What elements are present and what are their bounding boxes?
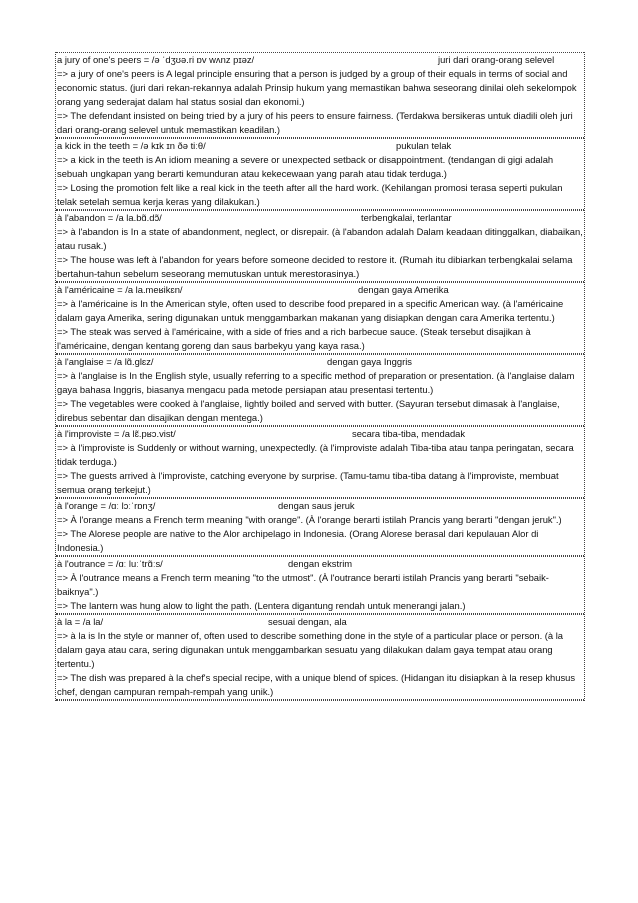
dictionary-entry: [56, 282, 584, 354]
dictionary-entry: [56, 614, 584, 701]
entry-header: [56, 499, 584, 513]
headword: a kick in the teeth = /ə kɪk ɪn ðə tiːθ/: [57, 140, 206, 151]
example: => The guests arrived à l'improviste, catching everyone by surprise. (Tamu-tamu tiba-tiba datang à l'improviste, membuat semua orang terkejut.): [56, 469, 584, 498]
translation: dengan gaya Amerika: [358, 284, 449, 295]
entry-header: [56, 139, 584, 153]
entry-header: [56, 283, 584, 297]
definition: => à la is In the style or manner of, often used to describe something done in the style of a particular place or person. (à la dalam gaya atau cara, sering digunakan untuk menggambarkan sesuatu yang dilakukan dalam gaya tempat atau orang tertentu.): [57, 630, 564, 669]
example: => The lantern was hung alow to light the path. (Lentera digantung rendah untuk menerangi jalan.): [56, 599, 584, 614]
headword: à l'anglaise = /a lɑ̃.ɡlɛz/: [57, 356, 154, 367]
entry-header: [56, 427, 584, 441]
entry-header: [56, 355, 584, 369]
example: => The vegetables were cooked à l'anglaise, lightly boiled and served with butter. (Sayuran tersebut dimasak à l'anglaise, direbus sebentar dan disajikan dengan mentega.): [56, 397, 584, 426]
example: => The house was left à l'abandon for years before someone decided to restore it. (Rumah itu dibiarkan terbengkalai selama bertahun-tahun sebelum seseorang memutuskan untuk merestorasinya.): [56, 253, 584, 282]
dictionary-entry-list: [55, 52, 585, 701]
example: => Losing the promotion felt like a real kick in the teeth after all the hard work. (Kehilangan promosi terasa seperti pukulan telak setelah semua kerja keras yang dilakukan.): [56, 181, 584, 210]
entry-header: [56, 557, 584, 571]
dictionary-entry: [56, 210, 584, 282]
definition: => à l'anglaise is In the English style, usually referring to a specific method of preparation or presentation. (à l'anglaise dalam gaya bahasa Inggris, biasanya mengacu pada metode persiapan atau presentasi tertentu.): [57, 370, 575, 395]
definition: => À l'orange means a French term meaning "with orange". (À l'orange berarti istilah Prancis yang berarti "dengan jeruk".): [57, 514, 562, 525]
headword: à la = /a la/: [57, 616, 104, 627]
translation: juri dari orang-orang selevel: [438, 54, 555, 65]
headword: à l'improviste = /a lɛ̃.pʁɔ.vist/: [57, 428, 176, 439]
definition: => À l'outrance means a French term meaning "to the utmost". (À l'outrance berarti istilah Prancis yang berarti "sebaik-baiknya".): [57, 572, 549, 597]
headword: à l'orange = /ɑː lɔːˈrɒnʒ/: [57, 500, 156, 511]
definition: => à l'improviste is Suddenly or without warning, unexpectedly. (à l'improviste adalah Tiba-tiba atau tanpa peringatan, secara tidak terduga.): [57, 442, 574, 467]
translation: dengan saus jeruk: [278, 500, 355, 511]
dictionary-entry: [56, 138, 584, 210]
translation: dengan ekstrim: [288, 558, 353, 569]
entry-header: [56, 53, 584, 67]
entry-header: [56, 211, 584, 225]
example: => The dish was prepared à la chef's special recipe, with a unique blend of spices. (Hidangan itu disiapkan à la resep khusus chef, dengan campuran rempah-rempah yang unik.): [56, 671, 584, 700]
definition: => a kick in the teeth is An idiom meaning a severe or unexpected setback or disappointment. (tendangan di gigi adalah sebuah ungkapan yang berarti kemunduran atau kekecewaan yang parah atau tidak terduga.): [57, 154, 554, 179]
translation: pukulan telak: [396, 140, 452, 151]
definition: => à l'abandon is In a state of abandonment, neglect, or disrepair. (à l'abandon adalah Dalam keadaan ditinggalkan, diabaikan, atau rusak.): [57, 226, 583, 251]
translation: sesuai dengan, ala: [268, 616, 347, 627]
dictionary-entry: [56, 52, 584, 138]
definition: => à l'américaine is In the American style, often used to describe food prepared in a specific American way. (à l'américaine dalam gaya Amerika, sering digunakan untuk menggambarkan makanan yang disiapkan dengan cara Amerika tertentu.): [57, 298, 564, 323]
headword: a jury of one's peers = /ə ˈdʒʊə.ri ɒv wʌnz pɪəz/: [57, 54, 255, 65]
headword: à l'abandon = /a la.bɑ̃.dɔ̃/: [57, 212, 162, 223]
dictionary-entry: [56, 426, 584, 498]
translation: dengan gaya Inggris: [327, 356, 412, 367]
example: => The Alorese people are native to the Alor archipelago in Indonesia. (Orang Alorese berasal dari kepulauan Alor di Indonesia.): [56, 527, 584, 556]
example: => The defendant insisted on being tried by a jury of his peers to ensure fairness. (Terdakwa bersikeras untuk diadili oleh juri dari orang-orang selevel untuk memastikan keadilan.): [56, 109, 584, 138]
dictionary-entry: [56, 556, 584, 614]
dictionary-entry: [56, 354, 584, 426]
headword: à l'américaine = /a la.meʁikɛn/: [57, 284, 183, 295]
translation: secara tiba-tiba, mendadak: [352, 428, 466, 439]
dictionary-entry: [56, 498, 584, 556]
translation: terbengkalai, terlantar: [361, 212, 452, 223]
example: => The steak was served à l'américaine, with a side of fries and a rich barbecue sauce. (Steak tersebut disajikan à l'américaine, dengan kentang goreng dan saus barbekyu yang kaya rasa.): [56, 325, 584, 354]
definition: => a jury of one's peers is A legal principle ensuring that a person is judged by a group of their equals in terms of social and economic status. (juri dari rekan-rekannya adalah Prinsip hukum yang memastikan bahwa seseorang dinilai oleh sekelompok orang yang sederajat dalam hal status sosial dan ekonomi.): [57, 68, 577, 107]
entry-header: [56, 615, 584, 629]
headword: à l'outrance = /ɑː luːˈtrɑ̃ːs/: [57, 558, 163, 569]
